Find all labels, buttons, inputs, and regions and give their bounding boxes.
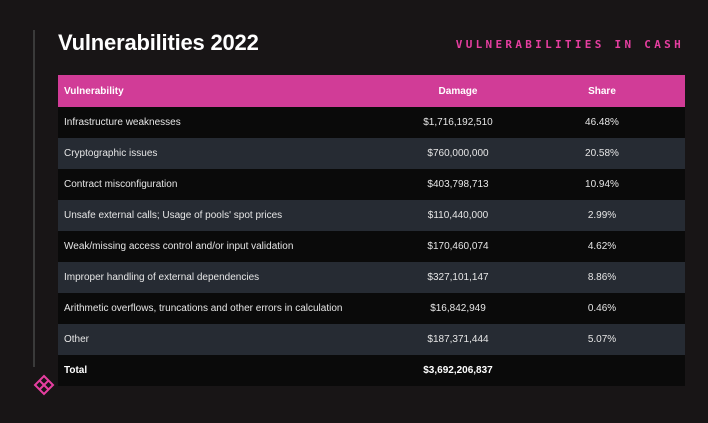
table-row	[58, 169, 685, 200]
share-cell: 10.94%	[585, 179, 619, 190]
share-cell: 0.46%	[587, 303, 617, 314]
table-row	[58, 231, 685, 262]
damage-cell: $170,460,074	[427, 241, 489, 252]
header-vulnerability: Vulnerability	[64, 85, 124, 97]
damage-cell: $760,000,000	[427, 148, 489, 159]
share-cell: 46.48%	[585, 117, 619, 128]
table-row	[58, 293, 685, 324]
share-cell: 5.07%	[587, 334, 617, 345]
diamond-lattice-icon	[33, 374, 55, 396]
vulnerability-cell: Cryptographic issues	[64, 148, 158, 159]
share-cell: 4.62%	[587, 241, 617, 252]
vulnerability-cell: Weak/missing access control and/or input validation	[64, 241, 294, 252]
damage-cell: $403,798,713	[427, 179, 489, 190]
left-divider	[33, 30, 35, 367]
page-subtitle: VULNERABILITIES IN CASH	[455, 38, 684, 51]
vulnerability-cell: Arithmetic overflows, truncations and other errors in calculation	[64, 303, 343, 314]
damage-cell: $110,440,000	[427, 210, 489, 221]
vulnerability-cell: Unsafe external calls; Usage of pools' spot prices	[64, 210, 283, 221]
table-row	[58, 262, 685, 293]
table-header	[58, 75, 685, 107]
vulnerability-cell: Contract misconfiguration	[64, 179, 178, 190]
table-row	[58, 138, 685, 169]
vulnerability-cell: Improper handling of external dependencies	[64, 272, 260, 283]
share-cell: 20.58%	[585, 148, 619, 159]
damage-cell: $327,101,147	[427, 272, 489, 283]
table-row	[58, 324, 685, 355]
table-row	[58, 107, 685, 138]
header-damage: Damage	[438, 85, 478, 97]
table-total-row	[58, 355, 685, 386]
damage-cell: $187,371,444	[427, 334, 489, 345]
share-cell: 2.99%	[587, 210, 617, 221]
vulnerabilities-table	[58, 75, 685, 386]
share-cell: 8.86%	[587, 272, 617, 283]
header-share: Share	[588, 85, 616, 97]
total-label: Total	[64, 365, 88, 376]
damage-cell: $16,842,949	[430, 303, 486, 314]
table-row	[58, 200, 685, 231]
vulnerability-cell: Infrastructure weaknesses	[64, 117, 181, 128]
damage-cell: $1,716,192,510	[423, 117, 493, 128]
total-damage: $3,692,206,837	[423, 365, 493, 376]
vulnerability-cell: Other	[64, 334, 90, 345]
page-title: Vulnerabilities 2022	[58, 30, 259, 55]
